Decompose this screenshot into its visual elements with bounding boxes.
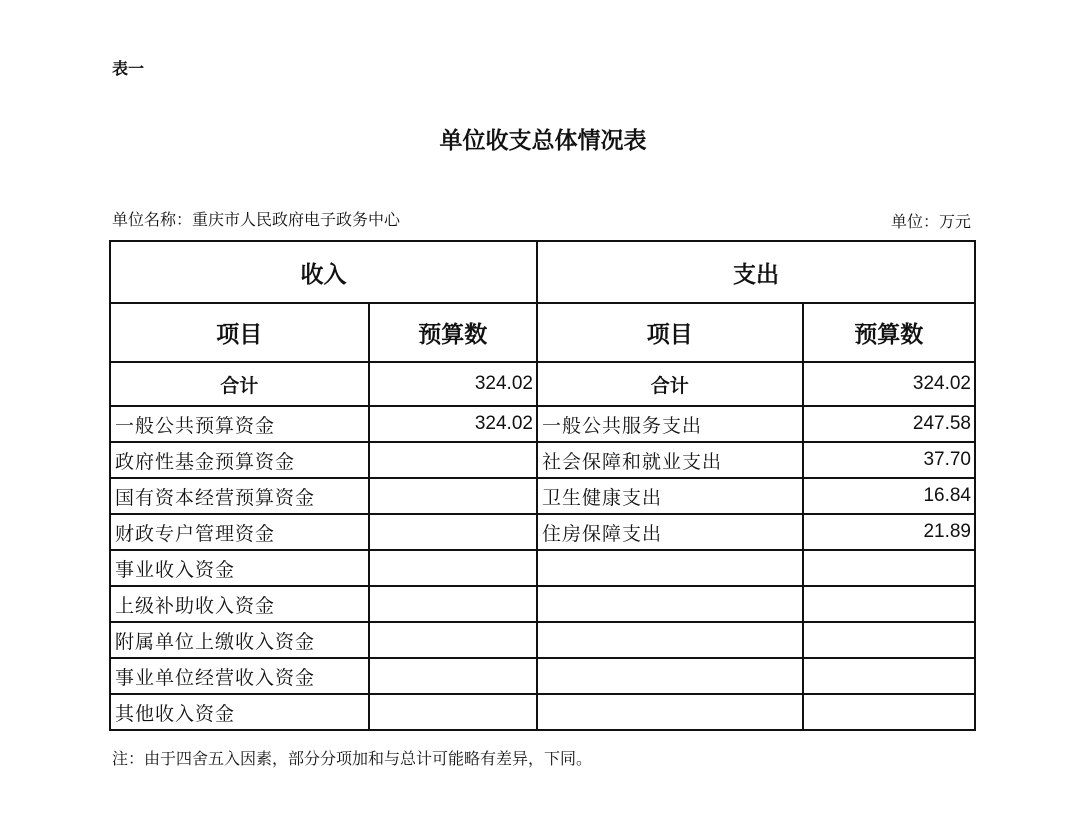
income-item: 事业单位经营收入资金 [110,658,369,694]
expense-item [537,622,803,658]
income-value [369,622,537,658]
expense-value: 37.70 [803,442,975,478]
income-total-label: 合计 [110,362,369,406]
expense-section-header: 支出 [537,241,975,303]
income-value [369,442,537,478]
currency-unit-label: 单位：万元 [890,212,971,231]
income-item: 其他收入资金 [110,694,369,730]
expense-item [537,694,803,730]
table-row [110,694,975,730]
budget-table [109,240,976,731]
income-item: 事业收入资金 [110,550,369,586]
expense-value [803,658,975,694]
table-row [110,586,975,622]
expense-item: 一般公共服务支出 [537,406,803,442]
expense-item-header: 项目 [537,303,803,362]
section-header-row [110,241,975,303]
income-item: 财政专户管理资金 [110,514,369,550]
income-item-header: 项目 [110,303,369,362]
expense-budget-header: 预算数 [803,303,975,362]
expense-value [803,586,975,622]
page-title: 单位收支总体情况表 [439,127,647,154]
income-value: 324.02 [369,406,537,442]
income-section-header: 收入 [110,241,537,303]
expense-value: 16.84 [803,478,975,514]
expense-value: 247.58 [803,406,975,442]
income-value [369,550,537,586]
footnote: 注：由于四舍五入因素，部分分项加和与总计可能略有差异，下同。 [112,749,593,768]
expense-total-label: 合计 [537,362,803,406]
expense-item: 住房保障支出 [537,514,803,550]
table-number-label: 表一 [112,59,145,78]
income-value [369,694,537,730]
table-row [110,622,975,658]
expense-value: 21.89 [803,514,975,550]
income-total-value: 324.02 [369,362,537,406]
expense-total-value: 324.02 [803,362,975,406]
expense-value [803,694,975,730]
income-budget-header: 预算数 [369,303,537,362]
income-item: 国有资本经营预算资金 [110,478,369,514]
total-row [110,362,975,406]
expense-value [803,550,975,586]
expense-item: 卫生健康支出 [537,478,803,514]
table-row [110,550,975,586]
column-header-row [110,303,975,362]
income-item: 一般公共预算资金 [110,406,369,442]
unit-name: 单位名称：重庆市人民政府电子政务中心 [112,210,401,229]
table-row [110,406,975,442]
expense-value [803,622,975,658]
expense-item: 社会保障和就业支出 [537,442,803,478]
table-row [110,478,975,514]
income-value [369,586,537,622]
expense-item [537,550,803,586]
expense-item [537,586,803,622]
income-item: 上级补助收入资金 [110,586,369,622]
income-item: 政府性基金预算资金 [110,442,369,478]
expense-item [537,658,803,694]
income-value [369,658,537,694]
table-row [110,658,975,694]
income-value [369,514,537,550]
income-item: 附属单位上缴收入资金 [110,622,369,658]
table-row [110,442,975,478]
income-value [369,478,537,514]
table-row [110,514,975,550]
